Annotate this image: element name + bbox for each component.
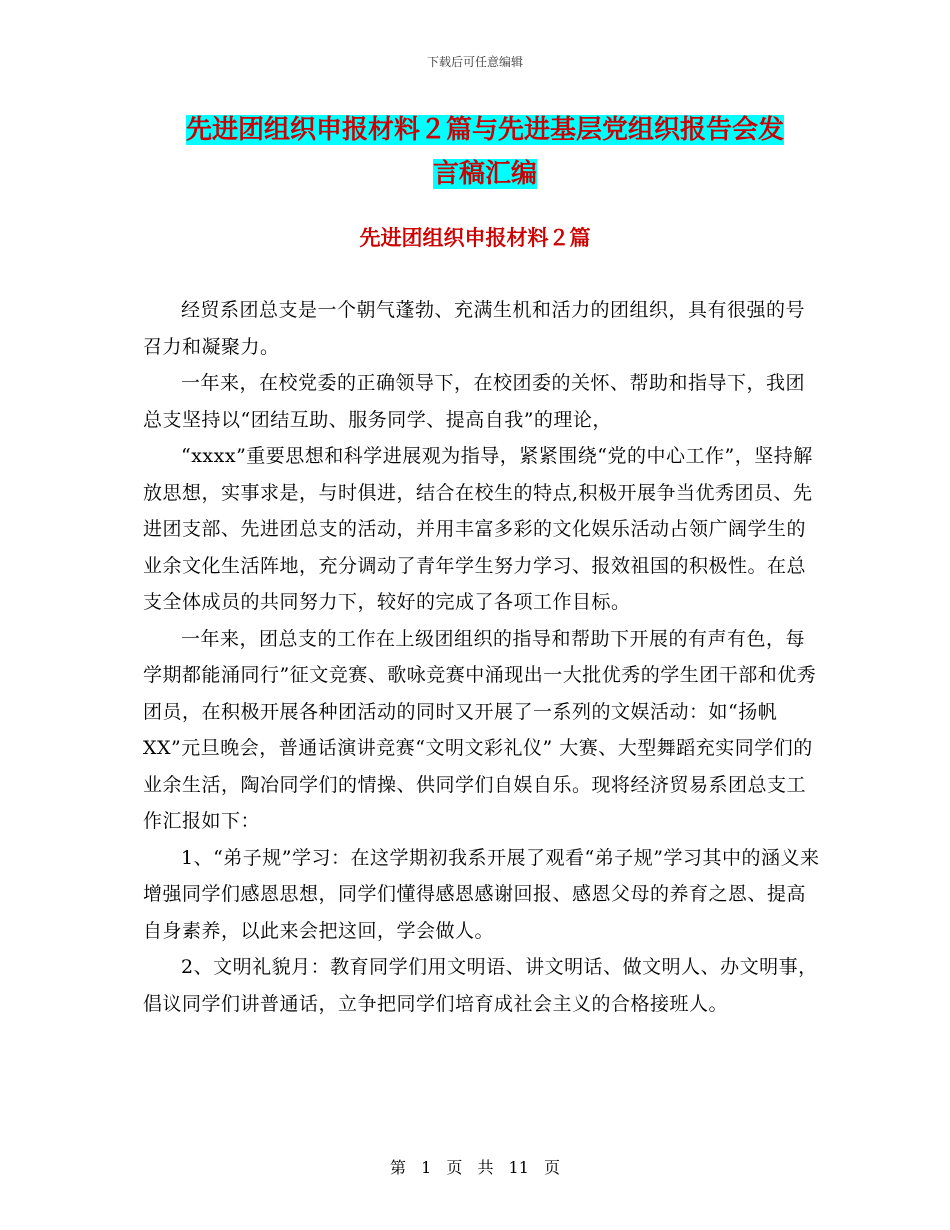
document-title <box>140 108 830 196</box>
body-text <box>143 292 823 1022</box>
page-footer: 第 1 页 共 11 页 <box>390 1158 560 1177</box>
document-title-line-2: 言稿汇编 <box>432 159 537 189</box>
section-title: 先进团组织申报材料２篇 <box>359 226 591 250</box>
paragraph-guidance: 一年来，在校党委的正确领导下，在校团委的关怀、帮助和指导下，我团总支坚持以“团结互助、服务同学、提高自我”的理论， <box>143 372 806 431</box>
paragraph-item-2: 2、文明礼貌月：教育同学们用文明语、讲文明话、做文明人、办文明事，倡议同学们讲普通话，立争把同学们培育成社会主义的合格接班人。 <box>143 956 818 1015</box>
document-title-line-1: 先进团组织申报材料２篇与先进基层党组织报告会发 <box>185 115 784 145</box>
paragraph-intro: 经贸系团总支是一个朝气蓬勃、充满生机和活力的团组织，具有很强的号召力和凝聚力。 <box>143 299 806 358</box>
paragraph-item-1: 1、“弟子规”学习：在这学期初我系开展了观看“弟子规”学习其中的涵义来增强同学们感恩思想，同学们懂得感恩感谢回报、感恩父母的养育之恩、提高自身素养，以此来会把这回，学会做人。 <box>143 846 820 942</box>
header-note: 下载后可任意编辑 <box>426 55 523 69</box>
paragraph-thought: “xxxx”重要思想和科学进展观为指导，紧紧围绕“党的中心工作”，坚持解放思想，实事求是，与时俱进，结合在校生的特点,积极开展争当优秀团员、先进团支部、先进团总支的活动，并用丰富多彩的文化娱乐活动占领广阔学生的业余文化生活阵地，充分调动了青年学生努力学习、报效祖国的积极性。在总支全体成员的共同努力下，较好的完成了各项工作目标。 <box>143 445 813 613</box>
paragraph-activities: 一年来，团总支的工作在上级团组织的指导和帮助下开展的有声有色，每学期都能涌同行”征文竞赛、歌咏竞赛中涌现出一大批优秀的学生团干部和优秀团员，在积极开展各种团活动的同时又开展了一系列的文娱活动：如“扬帆XX”元旦晚会，普通话演讲竞赛“文明文彩礼仪” 大赛、大型舞蹈充实同学们的业余生活，陶冶同学们的情操、供同学们自娱自乐。现将经济贸易系团总支工作汇报如下： <box>143 627 817 832</box>
